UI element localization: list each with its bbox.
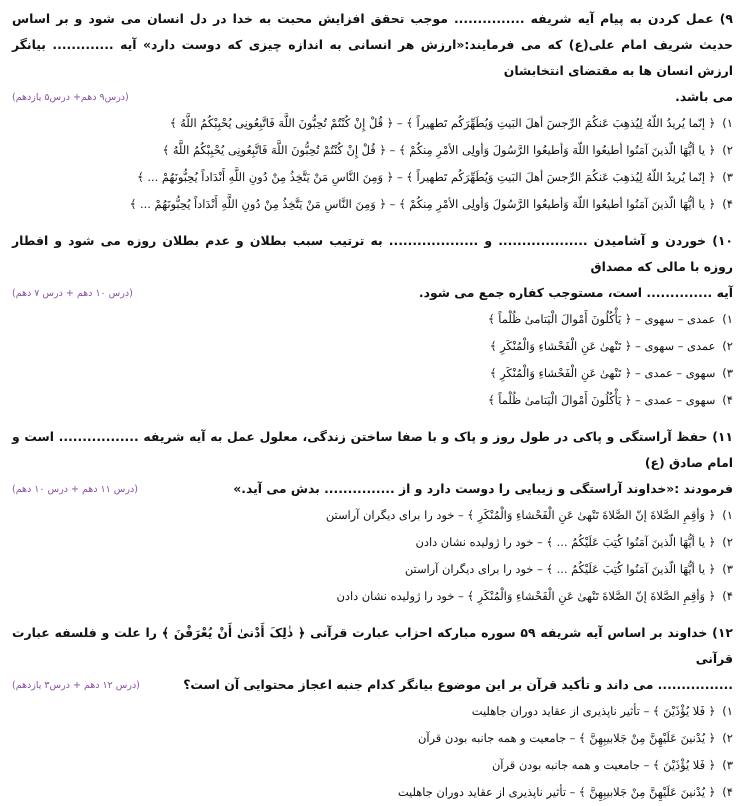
option-3[interactable]: ۳) سهوی – عمدی – ﴿ تَنْهیٰ عَنِ الْفَحْشاءِ وَالْمُنْکَرِ ﴾ — [489, 366, 733, 380]
question-line: آیه .............. است، مستوجب کفاره جمع می شود. — [418, 285, 733, 300]
question-line: علی(ع) که می فرمایند:«ارزش هر انسانی به اندازه چیزی که دوست دارد» آیه ............. بیانگر ارزش انسان ها به مقتضای انتخابشان — [12, 37, 733, 78]
question-12 — [12, 620, 733, 806]
question-line: فرمودند :«خداوند آراستگی و زیبایی را دوست دارد و از ............... بدش می آید.» — [233, 481, 733, 496]
option-3[interactable]: ۳) ﴿ فَلا یُؤْذَیْنَ ﴾ – جامعیت و همه جانبه بودن قرآن — [491, 758, 733, 772]
option-3[interactable]: ۳) ﴿ یا أیُّهَا الّذینَ آمَنُوا کُتِبَ عَلَیْکُمُ ... ﴾ – خود را برای دیگران آراستن — [404, 562, 733, 576]
question-11 — [12, 424, 733, 610]
question-number: ۱۰) — [712, 233, 733, 248]
option-1[interactable]: ۱) ﴿ فَلا یُؤْذَیْنَ ﴾ – تأثیر ناپذیری از عقاید دوران جاهلیت — [471, 704, 733, 718]
option-4[interactable]: ۴) ﴿ یا أیُّهَا الّذینَ آمَنُوا أطیعُوا اللّهَ وَأطیعُوا الرَّسُولَ وَأولِی الأمْرِ مِنکُمْ ﴾ – ﴿ وَمِنَ النَّاسِ مَنْ یَتَّخِذُ مِنْ دُونِ اللَّهِ أَنْدَاداً یُحِبُّونَهُمْ ... ﴾ — [129, 197, 733, 211]
option-1[interactable]: ۱) عمدی – سهوی – ﴿ یَأْکُلُونَ أَمْوالَ الْیَتامیٰ ظُلْماً ﴾ — [487, 312, 733, 326]
question-line: ................ می داند و تأکید قرآن بر این موضوع بیانگر کدام جنبه اعجاز محتوایی آن است؟ — [183, 677, 733, 692]
option-1[interactable]: ۱) ﴿ إنّما یُریدُ اللّهُ لِیُذهِبَ عَنکُمَ الرِّجسَ أهلَ البَیتِ وَیُطَهِّرَکُم تَطهیراً ﴾ – ﴿ قُلْ إِنْ کُنْتُمْ تُحِبُّونَ اللَّهَ فَاتَّبِعُونِی یُحْبِبْکُمُ اللَّهُ ﴾ — [169, 116, 733, 130]
question-9 — [12, 6, 733, 218]
question-line: خداوند بر اساس آیه شریفه ۵۹ سوره مبارکه احزاب عبارت قرآنی ﴿ ذٰلِکَ أَدْنیٰ أَنْ یُعْرَفْنَ ﴾ را علت و فلسفه عبارت قرآنی — [12, 625, 733, 666]
question-number: ۹) — [719, 11, 733, 26]
option-4[interactable]: ۴) سهوی – عمدی – ﴿ یَأْکُلُونَ أَمْوالَ الْیَتامیٰ ظُلْماً ﴾ — [487, 393, 733, 407]
option-2[interactable]: ۲) ﴿ یا أیُّهَا الّذینَ آمَنُوا أطیعُوا اللّهَ وَأطیعُوا الرَّسُولَ وَأولِی الأمْرِ مِنکُمْ ﴾ – ﴿ قُلْ إِنْ کُنْتُمْ تُحِبُّونَ اللَّهَ فَاتَّبِعُونِی یُحْبِبْکُمُ اللَّهُ ﴾ — [162, 143, 733, 157]
lesson-reference: (درس ۱۰ دهم + درس ۷ دهم) — [12, 287, 133, 299]
lesson-reference: (درس ۱۲ دهم + درس۳ یازدهم) — [12, 679, 140, 691]
option-2[interactable]: ۲) ﴿ یا أیُّهَا الّذینَ آمَنُوا کُتِبَ عَلَیْکُمُ ... ﴾ – خود را ژولیده نشان دادن — [415, 535, 733, 549]
option-2[interactable]: ۲) ﴿ یُدْنینَ عَلَیْهِنَّ مِنْ جَلابیبِهِنَّ ﴾ – جامعیت و همه جانبه بودن قرآن — [417, 731, 733, 745]
question-line: عمل کردن به پیام آیه شریفه ............... موجب تحقق افزایش محبت به خدا در دل انسان می شود و بر اساس حدیث شریف امام — [12, 11, 733, 52]
question-number: ۱۱) — [712, 429, 733, 444]
lesson-reference: (درس۹ دهم+ درس۵ یازدهم) — [12, 91, 129, 103]
question-line: خوردن و آشامیدن ................... و ................... به ترتیب سبب بطلان و عدم بطلان روزه می شود و افطار روزه با مالی که مصداق — [12, 233, 733, 274]
question-line: حفظ آراستگی و پاکی در طول روز و پاک و با صفا ساختن زندگی، معلول عمل به آیه شریفه ................. است و امام صادق (ع) — [12, 429, 733, 470]
question-10 — [12, 228, 733, 414]
question-number: ۱۲) — [712, 625, 733, 640]
option-1[interactable]: ۱) ﴿ وَأقِمِ الصَّلاةَ إنّ الصَّلاةَ تَنْهیٰ عَنِ الْفَحْشاءِ وَالْمُنْکَرِ ﴾ – خود را برای دیگران آراستن — [325, 508, 733, 522]
option-4[interactable]: ۴) ﴿ یُدْنینَ عَلَیْهِنَّ مِنْ جَلابیبِهِنَّ ﴾ – تأثیر ناپذیری از عقاید دوران جاهلیت — [397, 785, 733, 799]
lesson-reference: (درس ۱۱ دهم + درس ۱۰ دهم) — [12, 483, 138, 495]
question-line: می باشد. — [675, 89, 733, 104]
option-3[interactable]: ۳) ﴿ إنّما یُریدُ اللّهُ لِیُذهِبَ عَنکُمَ الرِّجسَ أهلَ البَیتِ وَیُطَهِّرَکُم تَطهیراً ﴾ – ﴿ وَمِنَ النَّاسِ مَنْ یَتَّخِذُ مِنْ دُونِ اللَّهِ أَنْدَاداً یُحِبُّونَهُمْ ... ﴾ — [137, 170, 733, 184]
option-2[interactable]: ۲) عمدی – سهوی – ﴿ تَنْهیٰ عَنِ الْفَحْشاءِ وَالْمُنْکَرِ ﴾ — [489, 339, 733, 353]
option-4[interactable]: ۴) ﴿ وَأقِمِ الصَّلاةَ إنّ الصَّلاةَ تَنْهیٰ عَنِ الْفَحْشاءِ وَالْمُنْکَرِ ﴾ – خود را ژولیده نشان دادن — [336, 589, 733, 603]
